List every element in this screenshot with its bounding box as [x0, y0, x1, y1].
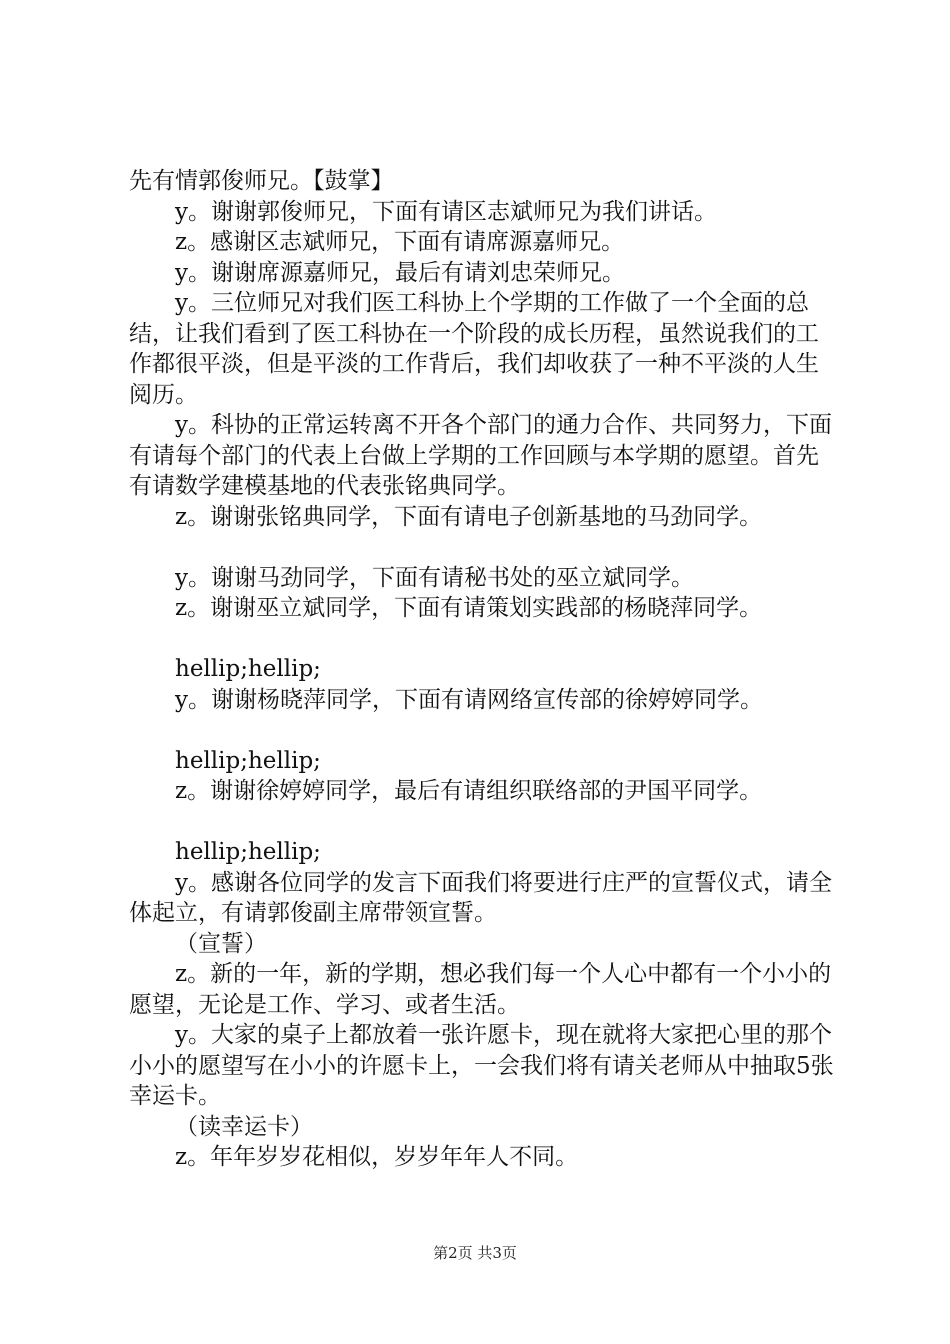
paragraph-line-7: z。谢谢张铭典同学，下面有请电子创新基地的马劲同学。 — [175, 503, 763, 530]
paragraph-wish-card: y。大家的桌子上都放着一张许愿卡，现在就将大家把心里的那个小小的愿望写在小小的许愿卡上，一会我们将有请关老师从中抽取5张幸运卡。 — [129, 1022, 834, 1109]
page-footer — [0, 1243, 950, 1263]
page-number: 第2页 共3页 — [433, 1244, 517, 1262]
paragraph-line-11: y。谢谢杨晓萍同学，下面有请网络宣传部的徐婷婷同学。 — [175, 686, 763, 713]
paragraph-line-2: y。谢谢郭俊师兄，下面有请区志斌师兄为我们讲话。 — [175, 198, 717, 225]
ellipsis-line-3: hellip;hellip; — [175, 839, 321, 865]
stage-direction-lucky-card: （读幸运卡） — [175, 1113, 313, 1140]
blank-line — [129, 624, 834, 655]
paragraph-wishes: z。新的一年，新的学期，想必我们每一个人心中都有一个小小的愿望，无论是工作、学习、或者生活。 — [129, 961, 832, 1018]
paragraph-oath: y。感谢各位同学的发言下面我们将要进行庄严的宣誓仪式，请全体起立，有请郭俊副主席带领宣誓。 — [129, 869, 832, 926]
ellipsis-line-2: hellip;hellip; — [175, 747, 321, 774]
paragraph-line-9: z。谢谢巫立斌同学，下面有请策划实践部的杨晓萍同学。 — [175, 595, 763, 621]
paragraph-line-3: z。感谢区志斌师兄，下面有请席源嘉师兄。 — [175, 229, 625, 255]
paragraph-summary: y。三位师兄对我们医工科协上个学期的工作做了一个全面的总结，让我们看到了医工科协在一个阶段的成长历程，虽然说我们的工作都很平淡，但是平淡的工作背后，我们却收获了一种不平淡的人生阅历。 — [129, 290, 819, 408]
stage-direction-oath: （宣誓） — [175, 930, 267, 957]
paragraph-closing: z。年年岁岁花相似，岁岁年年人不同。 — [175, 1144, 579, 1170]
document-body — [129, 166, 834, 1173]
ellipsis-line-1: hellip;hellip; — [175, 656, 321, 682]
paragraph-line-8: y。谢谢马劲同学，下面有请秘书处的巫立斌同学。 — [175, 564, 694, 591]
blank-line — [129, 715, 834, 746]
paragraph-line-4: y。谢谢席源嘉师兄，最后有请刘忠荣师兄。 — [175, 259, 625, 286]
blank-line — [129, 532, 834, 563]
blank-line — [129, 807, 834, 838]
paragraph-departments: y。科协的正常运转离不开各个部门的通力合作、共同努力，下面有请每个部门的代表上台做上学期的工作回顾与本学期的愿望。首先有请数学建模基地的代表张铭典同学。 — [129, 412, 832, 499]
paragraph-line-13: z。谢谢徐婷婷同学，最后有请组织联络部的尹国平同学。 — [175, 778, 763, 804]
paragraph-line-1: 先有情郭俊师兄。【鼓掌】 — [129, 168, 394, 194]
